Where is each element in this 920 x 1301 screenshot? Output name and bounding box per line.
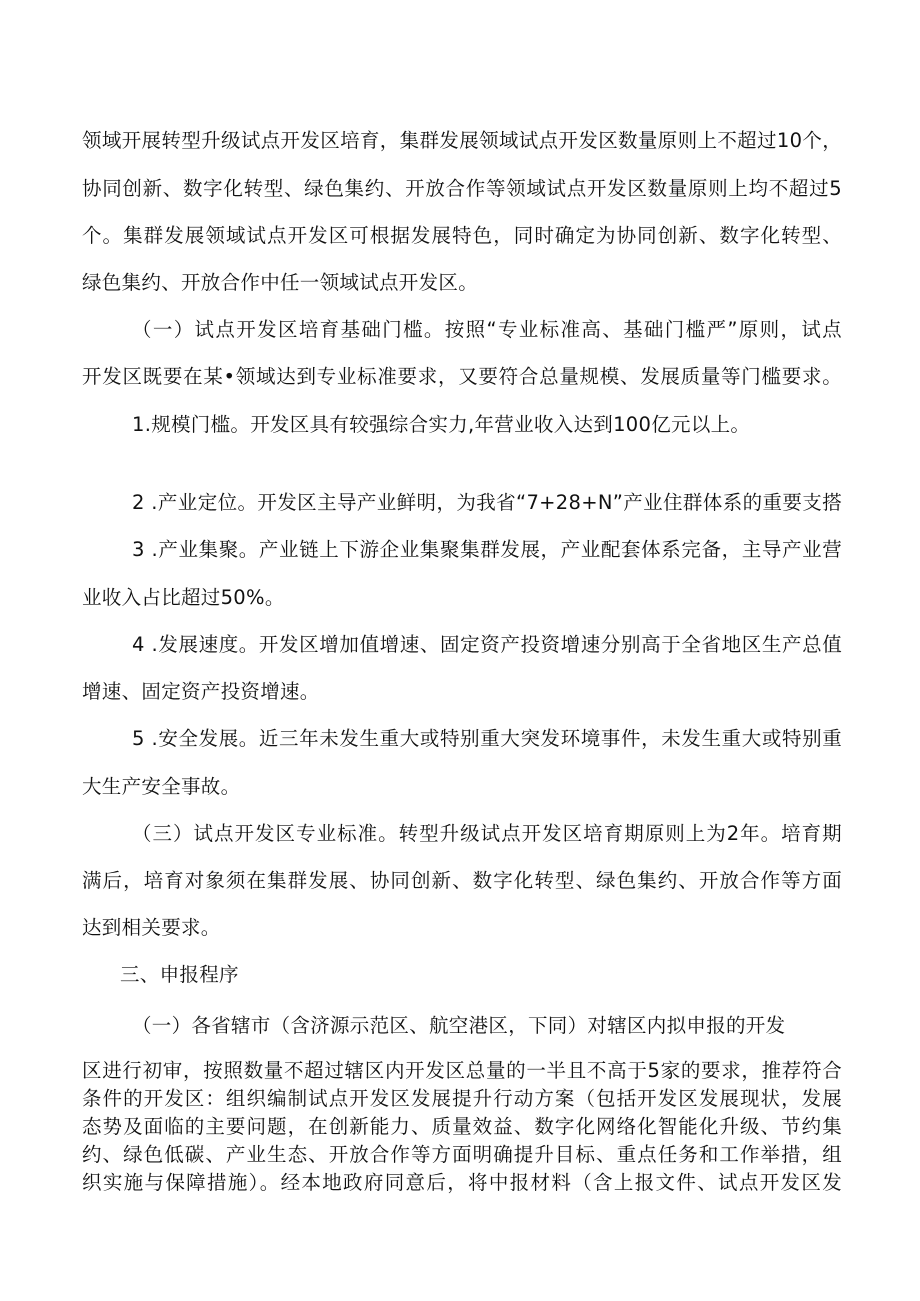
list-item-1: 1.规模门槛。开发区具有较强综合实力,年营业收入达到100亿元以上。 (132, 413, 751, 436)
list-item-3: 3 .产业集聚。产业链上下游企业集聚集群发展，产业配套体系完备，主导产业营 (132, 538, 842, 561)
section-heading-line: （一）试点开发区培育基础门槛。按照“专业标准高、基础门槛严”原则，试点 (132, 318, 842, 341)
paragraph-line: 区进行初审，按照数量不超过辖区内开发区总量的一半且不高于5家的要求，推荐符合 (82, 1059, 842, 1082)
paragraph-line: （一）各省辖市（含济源示范区、航空港区，下同）对辖区内拟申报的开发 (132, 1014, 786, 1037)
paragraph-line: 条件的开发区：组织编制试点开发区发展提升行动方案（包括开发区发展现状，发展 (82, 1087, 842, 1110)
paragraph-line: 大生产安全事故。 (82, 775, 241, 798)
paragraph-line: 个。集群发展领域试点开发区可根据发展特色，同时确定为协同创新、数字化转型、 (82, 224, 842, 247)
paragraph-line: 织实施与保障措施）。经本地政府同意后，将中报材料（含上报文件、试点开发区发 (82, 1171, 842, 1194)
paragraph-line: 绿色集约、开放合作中任一领域试点开发区。 (82, 271, 479, 294)
section-title: 三、申报程序 (120, 963, 239, 986)
paragraph-line: 满后，培育对象须在集群发展、协同创新、数字化转型、绿色集约、开放合作等方面 (82, 869, 842, 892)
section-heading-line: （三）试点开发区专业标准。转型升级试点开发区培育期原则上为2年。培育期 (132, 822, 842, 845)
paragraph-line: 增速、固定资产投资增速。 (82, 680, 320, 703)
paragraph-line: 领域开展转型升级试点开发区培育，集群发展领域试点开发区数量原则上不超过10个， (82, 129, 842, 152)
list-item-2: 2 .产业定位。开发区主导产业鲜明，为我省“7+28+N”产业住群体系的重要支搭 (132, 491, 842, 514)
paragraph-line: 约、绿色低碳、产业生态、开放合作等方面明确提升目标、重点任务和工作举措，组 (82, 1143, 842, 1166)
paragraph-line: 达到相关要求。 (82, 916, 221, 939)
paragraph-line: 态势及面临的主要问题，在创新能力、质量效益、数字化网络化智能化升级、节约集 (82, 1115, 842, 1138)
paragraph-line: 协同创新、数字化转型、绿色集约、开放合作等领域试点开发区数量原则上均不超过5 (82, 177, 842, 200)
list-item-4: 4 .发展速度。开发区增加值增速、固定资产投资增速分别高于全省地区生产总值 (132, 633, 842, 656)
list-item-5: 5 .安全发展。近三年未发生重大或特别重大突发环境事件，未发生重大或特别重 (132, 727, 842, 750)
paragraph-line: 业收入占比超过50%。 (82, 586, 285, 609)
paragraph-line: 开发区既要在某•领域达到专业标准要求，又要符合总量规模、发展质量等门槛要求。 (82, 365, 842, 388)
